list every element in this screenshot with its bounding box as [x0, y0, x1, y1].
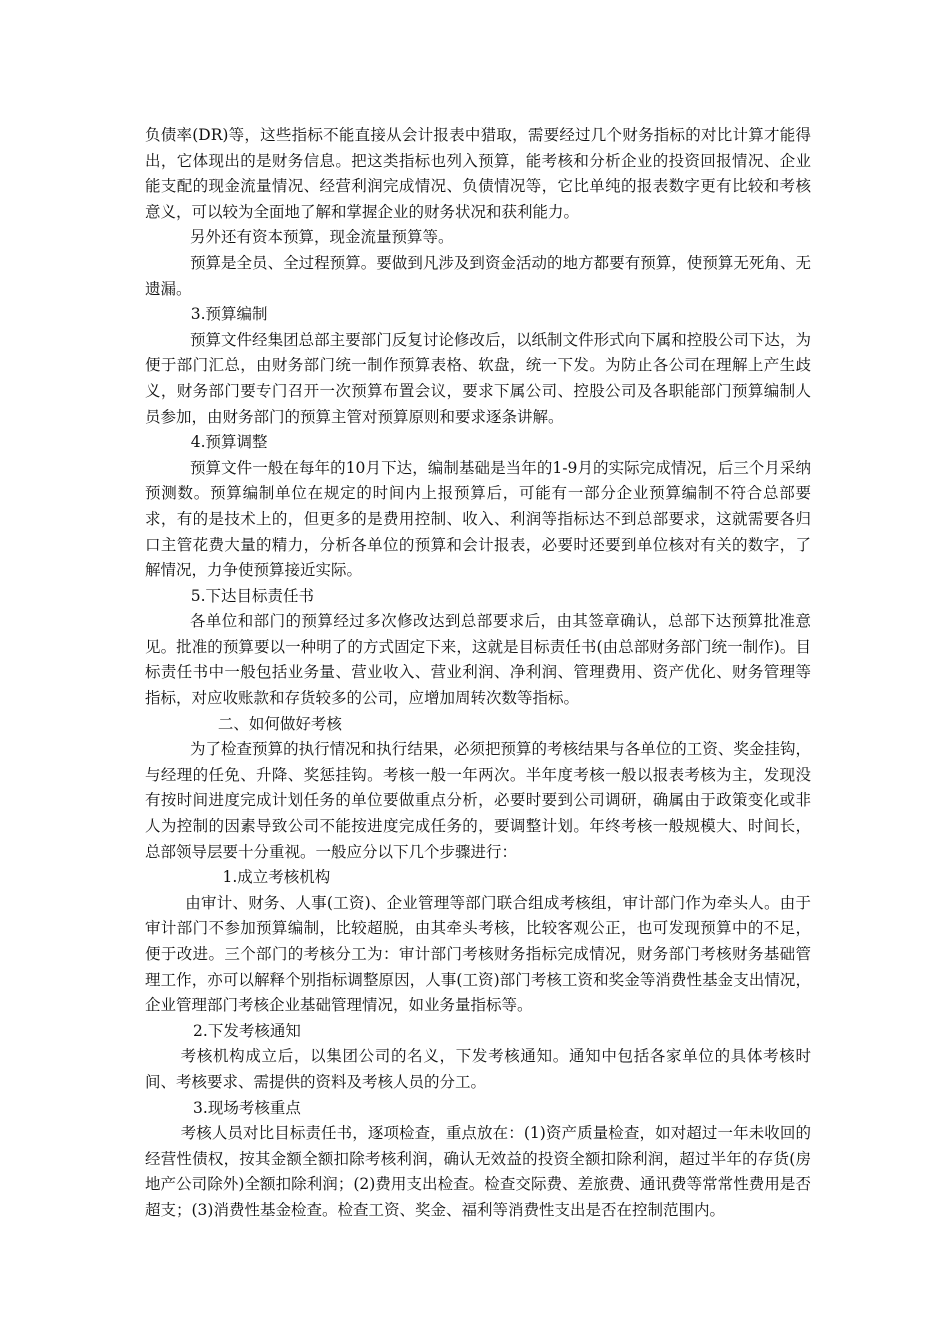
paragraph-assessment-intro: 为了检查预算的执行情况和执行结果，必须把预算的考核结果与各单位的工资、奖金挂钩，与经理的任免、升降、奖惩挂钩。考核一般一年两次。半年度考核一般以报表考核为主，发现没有按时间进度完成计划任务的单位要做重点分析，必要时要到公司调研，确属由于政策变化或非人为控制的因素导致公司不能按进度完成任务的，要调整计划。年终考核一般规模大、时间长，总部领导层要十分重视。一般应分以下几个步骤进行：: [145, 740, 811, 861]
heading-onsite-focus: 3.现场考核重点: [193, 1098, 301, 1117]
paragraph-debt-ratio: 负债率(DR)等，这些指标不能直接从会计报表中猎取，需要经过几个财务指标的对比计算才能得出，它体现出的是财务信息。把这类指标也列入预算，能考核和分析企业的投资回报情况、企业能支配的现金流量情况、经营利润完成情况、负债情况等，它比单纯的报表数字更有比较和考核意义，可以较为全面地了解和掌握企业的财务状况和获利能力。: [145, 126, 811, 221]
paragraph-capital-budget: 另外还有资本预算，现金流量预算等。: [189, 228, 454, 247]
document-body: [145, 123, 811, 1224]
heading-target-responsibility: 5.下达目标责任书: [190, 586, 315, 605]
heading-budget-preparation: 3.预算编制: [190, 305, 268, 324]
heading-budget-adjustment: 4.预算调整: [190, 433, 268, 452]
paragraph-target-responsibility: 各单位和部门的预算经过多次修改达到总部要求后，由其签章确认，总部下达预算批准意见。批准的预算要以一种明了的方式固定下来，这就是目标责任书(由总部财务部门统一制作)。目标责任书中一般包括业务量、营业收入、营业利润、净利润、管理费用、资产优化、财务管理等指标，对应收账款和存货较多的公司，应增加周转次数等指标。: [145, 612, 811, 708]
paragraph-onsite-focus: 考核人员对比目标责任书，逐项检查，重点放在：(1)资产质量检查，如对超过一年未收回的经营性债权，按其金额全额扣除考核利润，确认无效益的投资全额扣除利润，超过半年的存货(房地产公司除外)全额扣除利润；(2)费用支出检查。检查交际费、差旅费、通讯费等常常性费用是否超支；(3)消费性基金检查。检查工资、奖金、福利等消费性支出是否在控制范围内。: [145, 1124, 811, 1219]
paragraph-budget-preparation: 预算文件经集团总部主要部门反复讨论修改后，以纸制文件形式向下属和控股公司下达，为便于部门汇总，由财务部门统一制作预算表格、软盘，统一下发。为防止各公司在理解上产生歧义，财务部门要专门召开一次预算布置会议，要求下属公司、控股公司及各职能部门预算编制人员参加，由财务部门的预算主管对预算原则和要求逐条讲解。: [145, 330, 811, 426]
heading-assessment-notice: 2.下发考核通知: [193, 1021, 301, 1040]
heading-assessment-body: 1.成立考核机构: [222, 868, 331, 887]
heading-section-two: 二、如何做好考核: [217, 714, 342, 733]
paragraph-full-budget: 预算是全员、全过程预算。要做到凡涉及到资金活动的地方都要有预算，使预算无死角、无遗漏。: [145, 253, 811, 298]
paragraph-assessment-notice: 考核机构成立后，以集团公司的名义，下发考核通知。通知中包括各家单位的具体考核时间、考核要求、需提供的资料及考核人员的分工。: [145, 1047, 811, 1091]
paragraph-assessment-body: 由审计、财务、人事(工资)、企业管理等部门联合组成考核组，审计部门作为牵头人。由于审计部门不参加预算编制，比较超脱，由其牵头考核，比较客观公正，也可发现预算中的不足，便于改进。三个部门的考核分工为：审计部门考核财务指标完成情况，财务部门考核财务基础管理工作，亦可以解释个别指标调整原因，人事(工资)部门考核工资和奖金等消费性基金支出情况，企业管理部门考核企业基础管理情况，如业务量指标等。: [145, 893, 811, 1015]
paragraph-budget-adjustment: 预算文件一般在每年的10月下达，编制基础是当年的1-9月的实际完成情况，后三个月采纳预测数。预算编制单位在规定的时间内上报预算后，可能有一部分企业预算编制不符合总部要求，有的是技术上的，但更多的是费用控制、收入、利润等指标达不到总部要求，这就需要各归口主管花费大量的精力，分析各单位的预算和会计报表，必要时还要到单位核对有关的数字，了解情况，力争使预算接近实际。: [145, 458, 811, 580]
